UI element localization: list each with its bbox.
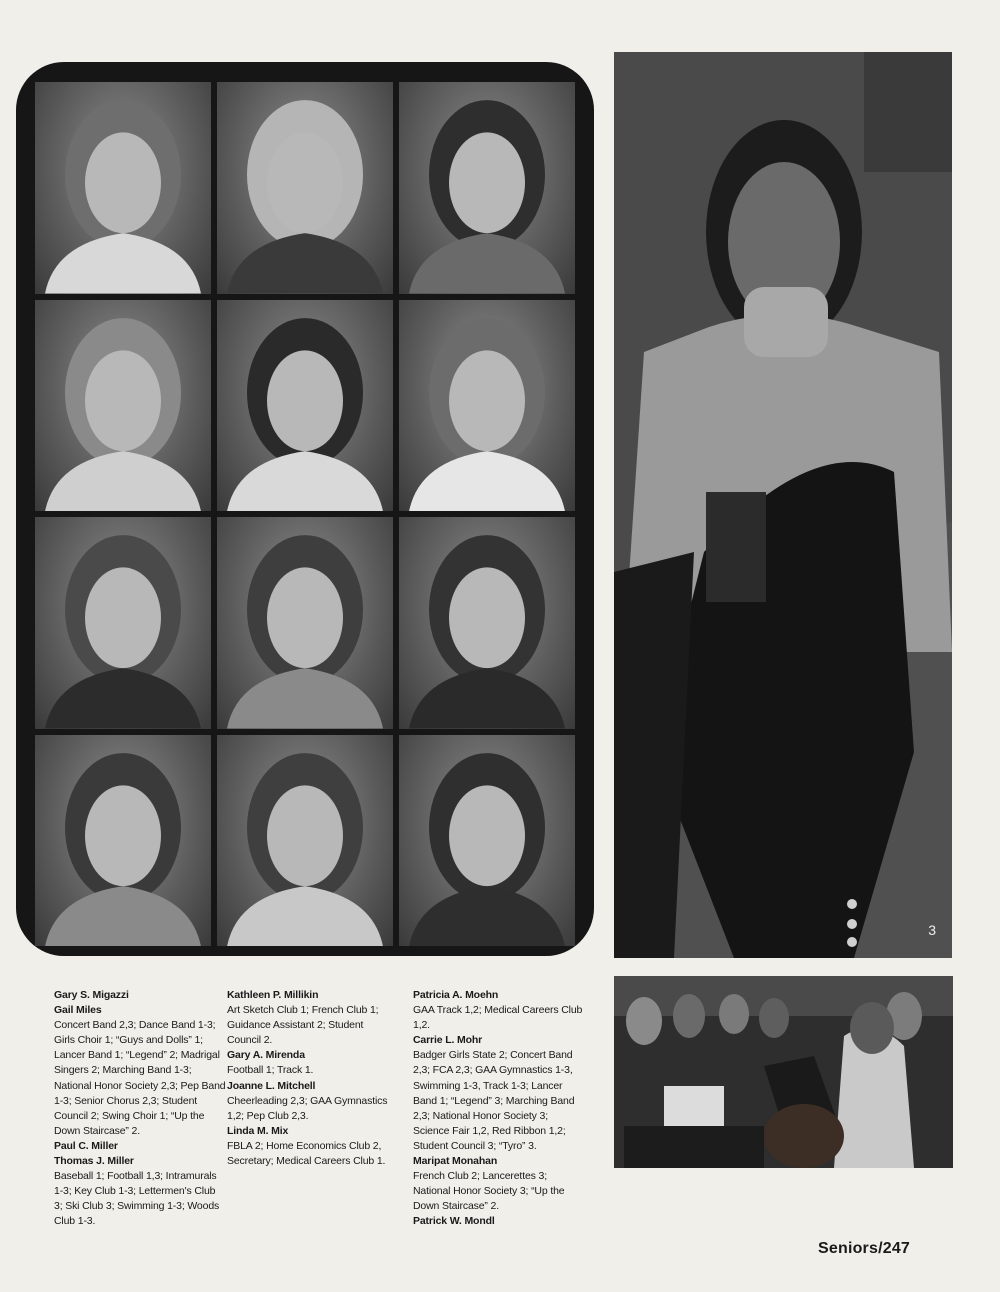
senior-portrait [217, 517, 393, 729]
senior-portrait [399, 300, 575, 512]
student-activities: Cheerleading 2,3; GAA Gymnastics 1,2; Pep Club 2,3. [227, 1094, 388, 1122]
bio-column-2 [227, 988, 399, 1169]
student-activities: Football 1; Track 1. [227, 1064, 314, 1077]
senior-portrait [399, 735, 575, 947]
student-name: Joanne L. Mitchell [227, 1079, 316, 1092]
band-photo-art [614, 976, 953, 1168]
bio-column-3 [413, 988, 585, 1230]
senior-portrait [35, 300, 211, 512]
portrait-grid [35, 82, 575, 946]
student-name: Maripat Monahan [413, 1155, 498, 1168]
portrait-silhouette [399, 735, 575, 947]
bio-column-1 [54, 988, 226, 1230]
senior-portrait [217, 300, 393, 512]
student-activities: FBLA 2; Home Economics Club 2, Secretary; Medical Careers Club 1. [227, 1139, 386, 1168]
senior-portrait [35, 82, 211, 294]
band-photo [614, 976, 953, 1168]
student-name: Patricia A. Moehn [413, 989, 499, 1001]
photo-number: 3 [928, 922, 936, 938]
student-name: Carrie L. Mohr [413, 1034, 483, 1047]
portrait-silhouette [399, 517, 575, 729]
senior-portrait [399, 82, 575, 294]
student-activities: French Club 2; Lancerettes 3; National Honor Society 3; “Up the Down Staircase” 2. [413, 1170, 565, 1213]
portrait-silhouette [217, 517, 393, 729]
portrait-silhouette [35, 735, 211, 947]
senior-portrait [217, 82, 393, 294]
portrait-silhouette [217, 300, 393, 512]
portrait-silhouette [35, 517, 211, 729]
portrait-silhouette [35, 300, 211, 512]
student-activities: Art Sketch Club 1; French Club 1; Guidance Assistant 2; Student Council 2. [227, 1004, 379, 1047]
feature-photo [614, 52, 952, 958]
portrait-silhouette [35, 82, 211, 294]
senior-portrait [35, 517, 211, 729]
student-name: Gail Miles [54, 1004, 102, 1017]
student-activities: Baseball 1; Football 1,3; Intramurals 1-3; Key Club 1-3; Lettermen's Club 3; Ski Club 3; Swimming 1-3; Woods Club 1-3. [54, 1170, 220, 1228]
feature-photo-art [614, 52, 952, 958]
student-name: Kathleen P. Millikin [227, 989, 319, 1001]
student-name: Gary S. Migazzi [54, 989, 129, 1001]
student-name: Patrick W. Mondl [413, 1215, 495, 1228]
senior-portrait [35, 735, 211, 947]
student-name: Paul C. Miller [54, 1139, 118, 1152]
portrait-silhouette [217, 82, 393, 294]
student-name: Linda M. Mix [227, 1124, 289, 1137]
senior-portrait [399, 517, 575, 729]
student-name: Thomas J. Miller [54, 1155, 134, 1168]
student-activities: GAA Track 1,2; Medical Careers Club 1,2. [413, 1004, 583, 1032]
student-activities: Badger Girls State 2; Concert Band 2,3; FCA 2,3; GAA Gymnastics 1-3, Swimming 1-3, Track 1-3; Lancer Band 1; “Legend” 3; Marching Band 2,3; National Honor Society 3; Science Fair 1,2, Red Ribbon 1,2; Student Council 3; “Tyro” 3. [413, 1049, 575, 1152]
student-name: Gary A. Mirenda [227, 1049, 305, 1062]
student-activities: Concert Band 2,3; Dance Band 1-3; Girls Choir 1; “Guys and Dolls” 1; Lancer Band 1; “Legend” 2; Madrigal Singers 2; Marching Band 1-3; National Honor Society 2,3; Pep Band 1-3; Senior Chorus 2,3; Student Council 2; Swing Choir 1; “Up the Down Staircase” 2. [54, 1019, 226, 1137]
page-footer: Seniors/247 [818, 1240, 911, 1257]
senior-portrait [217, 735, 393, 947]
portrait-silhouette [399, 82, 575, 294]
portrait-silhouette [399, 300, 575, 512]
portrait-silhouette [217, 735, 393, 947]
